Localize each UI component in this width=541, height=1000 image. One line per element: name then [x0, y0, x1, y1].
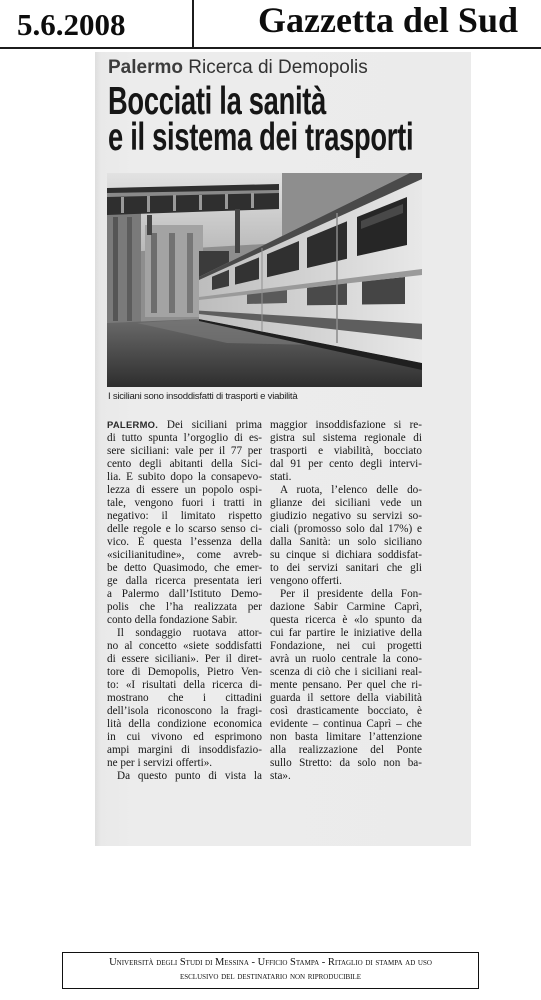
body-line: tore di Demopolis, Pietro Ven- [107, 666, 262, 678]
body-line: ne per i servizi offerti». [107, 757, 213, 769]
overpass-strut [225, 194, 228, 209]
body-line: gistra sul sistema regionale di [270, 432, 422, 444]
body-line: Fondazione, nei cui progetti [270, 640, 422, 652]
body-line: lia. E subito dopo la consapevo- [107, 471, 262, 483]
body-line: to dei servizi sanitari che gli [270, 562, 422, 574]
body-line: su cinque si dichiara soddisfat- [270, 549, 422, 561]
body-line: Il sondaggio ruotava attor- [117, 627, 262, 639]
body-line: no al concetto «siete soddisfatti [107, 640, 262, 652]
body-line: delle regole e lo scarso senso ci- [107, 523, 262, 535]
article-headline [108, 80, 430, 159]
photo-pillar [127, 217, 132, 321]
body-line: dalla Sanità: un solo siciliano [270, 536, 422, 548]
overpass-strut [121, 197, 124, 213]
body-line: sta». [270, 770, 291, 782]
train-photo [107, 173, 422, 387]
body-line: dal 91 per cento degli intervi- [270, 458, 422, 470]
body-line: di tutto spunta l’orgoglio di es- [107, 432, 262, 444]
clipping-notice-line: Università degli Studi di Messina - Ufficio Stampa - Ritaglio di stampa ad uso [109, 957, 432, 968]
overpass-strut [173, 195, 176, 211]
header-divider-horizontal [0, 47, 541, 49]
body-line: in cui vivono ed esprimono [107, 731, 262, 743]
body-line: polis che l’ha realizzata per [107, 601, 262, 613]
clipping-notice [62, 952, 479, 989]
body-line: to: «I risultati della ricerca di- [107, 679, 262, 691]
body-line: glianze dei siciliani vede un [270, 497, 422, 509]
body-line: lezza di essere un popolo ospi- [107, 484, 262, 496]
body-line: Per il presidente della Fon- [280, 588, 422, 600]
photo-caption: I siciliani sono insoddisfatti di trasporti e viabilità [108, 391, 298, 402]
overpass-strut [147, 196, 150, 212]
body-line: A ruota, l’elenco delle do- [280, 484, 422, 496]
overpass-column [235, 209, 240, 253]
body-line: maggior insoddisfazione si re- [270, 419, 422, 431]
overpass-strut [251, 193, 254, 208]
body-line [107, 419, 262, 432]
body-line: guarda il settore della viabilità [270, 692, 422, 704]
body-line: scenza di ciò che i siciliani real- [270, 666, 422, 678]
body-paragraph [107, 770, 262, 783]
body-line: negativo: il limitato rispetto [107, 510, 262, 522]
newspaper-name: Gazzetta del Sud [258, 0, 518, 40]
body-paragraph [270, 484, 422, 588]
article-photo [107, 173, 422, 387]
body-line: sere siciliani: vale per il 77 per [107, 445, 262, 457]
photo-pillar [151, 233, 157, 313]
photo-pillar [187, 233, 193, 313]
body-line: vengono offerti. [270, 575, 342, 587]
body-line: be detto Quasimodo, che emer- [107, 562, 262, 574]
body-line: alla realizzazione del Ponte [270, 744, 422, 756]
body-line-text: Dei siciliani prima [166, 419, 262, 431]
train-lower-window [362, 277, 405, 305]
dateline: PALERMO. [107, 419, 159, 430]
body-line: lità della condizione economica [107, 718, 262, 730]
kicker-topic: Ricerca di Demopolis [188, 57, 368, 78]
photo-pillar [169, 233, 175, 313]
kicker-place: Palermo [108, 57, 183, 78]
photo-building [107, 213, 141, 325]
body-line: ge dalla ricerca presentata ieri [107, 575, 262, 587]
body-line: così drasticamente bocciato, è [270, 705, 422, 717]
publication-date: 5.6.2008 [17, 7, 126, 42]
body-line: tale, vengono fuori i tratti in [107, 497, 262, 509]
body-line: «sicilianitudine», come avreb- [107, 549, 262, 561]
body-line: stati. [270, 471, 292, 483]
body-column-2 [270, 419, 422, 783]
body-paragraph [270, 419, 422, 484]
header-divider-vertical [192, 0, 194, 48]
body-column-1 [107, 419, 262, 783]
headline-line: Bocciati la sanità [108, 80, 327, 123]
overpass-column [147, 215, 152, 235]
overpass-strut [199, 195, 202, 210]
body-line: di essere siciliani». Per il diret- [107, 653, 262, 665]
body-line: vico. È questa l’essenza della [107, 536, 262, 548]
article-kicker [108, 57, 368, 79]
body-line: avrà un ruolo centrale la cono- [270, 653, 422, 665]
clipping-notice-line: esclusivo del destinatario non riproducibile [179, 971, 362, 982]
body-line: mostrano che i cittadini [107, 692, 262, 704]
body-paragraph [107, 419, 262, 627]
body-line: sullo Stretto: da solo non ba- [270, 757, 422, 769]
body-line: cento degli abitanti della Sici- [107, 458, 262, 470]
body-line: conto della fondazione Sabir. [107, 614, 238, 626]
body-line: mente pensano. Per quel che ri- [270, 679, 422, 691]
body-paragraph [270, 588, 422, 783]
headline-line: e il sistema dei trasporti [108, 116, 414, 159]
body-line: Da questo punto di vista la [117, 770, 262, 782]
body-line: ciali (promosso solo dal 17%) e [270, 523, 422, 535]
body-line: questa ricerca è «lo spunto da [270, 614, 422, 626]
body-paragraph [107, 627, 262, 770]
body-line: evidente – continua Caprì – che [270, 718, 422, 730]
body-line: dazione Sabir Carmine Caprì, [270, 601, 422, 613]
body-line: ampi margini di insoddisfazio- [107, 744, 262, 756]
body-line: a Palermo dall’Istituto Demo- [107, 588, 262, 600]
body-line: giudizio negativo su servizi so- [270, 510, 422, 522]
body-line: dell’isola riconoscono la fragi- [107, 705, 262, 717]
photo-pillar [113, 217, 118, 321]
body-line: cui far partire le iniziative della [270, 627, 422, 639]
body-line: trasporti e viabilità, bocciato [270, 445, 422, 457]
body-line: non basta limitare l’attenzione [270, 731, 422, 743]
